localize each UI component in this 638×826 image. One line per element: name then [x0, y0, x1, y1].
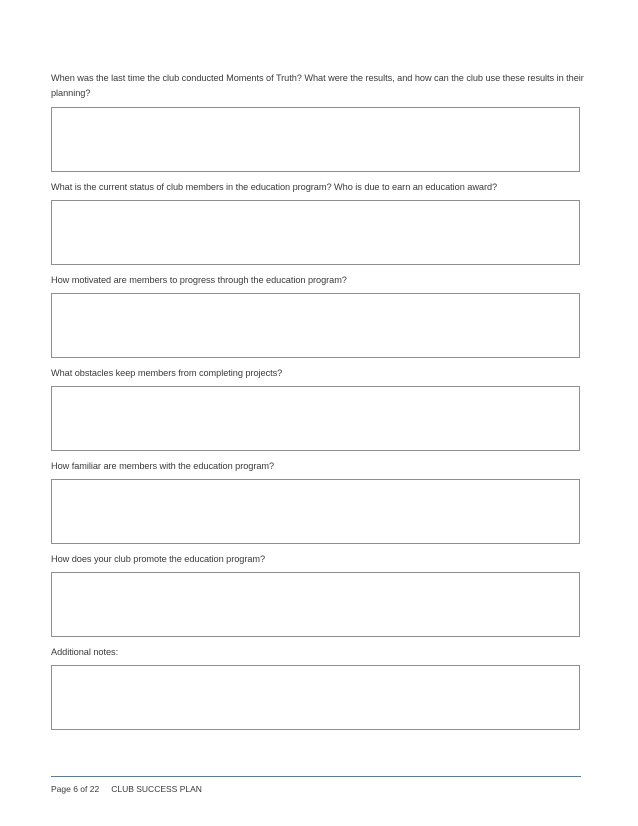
- page-number: Page 6 of 22: [51, 784, 100, 794]
- answer-box-moments-of-truth[interactable]: [51, 107, 580, 172]
- question-familiarity: How familiar are members with the education program?: [51, 461, 275, 471]
- footer-rule: [51, 776, 581, 777]
- answer-box-additional-notes[interactable]: [51, 665, 580, 730]
- page-footer: [51, 783, 202, 795]
- answer-box-member-motivation[interactable]: [51, 293, 580, 358]
- additional-notes-label: Additional notes:: [51, 647, 119, 657]
- question-member-motivation: How motivated are members to progress through the education program?: [51, 275, 347, 285]
- question-education-status: What is the current status of club members in the education program? Who is due to earn an education award?: [51, 182, 498, 192]
- question-promotion: How does your club promote the education program?: [51, 554, 266, 564]
- answer-box-familiarity[interactable]: [51, 479, 580, 544]
- answer-box-education-status[interactable]: [51, 200, 580, 265]
- document-title: CLUB SUCCESS PLAN: [111, 784, 202, 794]
- question-moments-of-truth: When was the last time the club conducted Moments of Truth? What were the results, and how can the club use these results in their planning?: [51, 73, 584, 98]
- answer-box-obstacles[interactable]: [51, 386, 580, 451]
- question-obstacles: What obstacles keep members from completing projects?: [51, 368, 283, 378]
- answer-box-promotion[interactable]: [51, 572, 580, 637]
